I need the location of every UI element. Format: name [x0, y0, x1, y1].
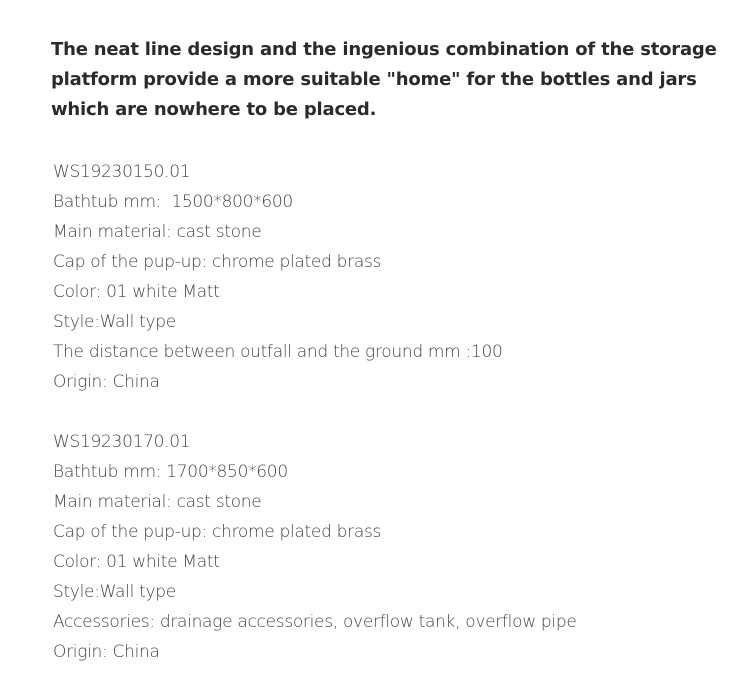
origin: Origin: China	[53, 642, 160, 662]
pop-up-cap: Cap of the pup-up: chrome plated brass	[53, 252, 382, 272]
accessories: Accessories: drainage accessories, overflow tank, overflow pipe	[53, 612, 577, 632]
model-number: WS19230170.01	[53, 432, 191, 452]
style: Style:Wall type	[53, 582, 176, 602]
main-material: Main material: cast stone	[53, 492, 262, 512]
color: Color: 01 white Matt	[53, 282, 220, 302]
origin: Origin: China	[53, 372, 160, 392]
color: Color: 01 white Matt	[53, 552, 220, 572]
style: Style:Wall type	[53, 312, 176, 332]
intro-paragraph: The neat line design and the ingenious combination of the storage platform provide a more suitable "home" for the bottles and jars which are nowhere to be placed.	[51, 39, 717, 120]
main-material: Main material: cast stone	[53, 222, 262, 242]
pop-up-cap: Cap of the pup-up: chrome plated brass	[53, 522, 382, 542]
model-number: WS19230150.01	[53, 162, 191, 182]
outfall-distance: The distance between outfall and the ground mm :100	[53, 342, 503, 362]
product-spec-list	[53, 157, 503, 397]
bathtub-dimensions: Bathtub mm: 1500*800*600	[53, 192, 293, 212]
product-spec-list	[53, 427, 576, 667]
bathtub-dimensions: Bathtub mm: 1700*850*600	[53, 462, 288, 482]
